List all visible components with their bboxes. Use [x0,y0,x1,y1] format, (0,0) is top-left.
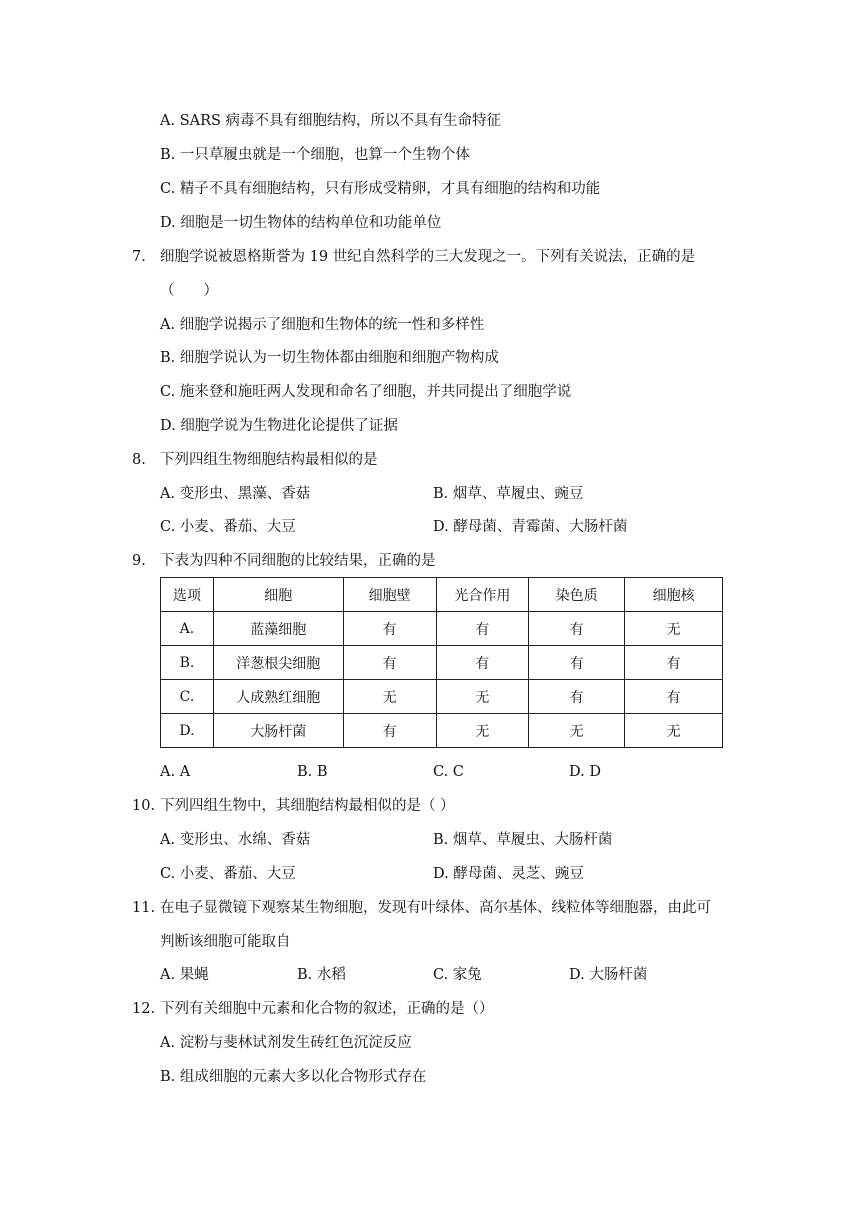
table-cell: 有 [343,714,436,748]
table-cell: B. [161,646,214,680]
q11-stem-line2: 判断该细胞可能取自 [160,934,291,950]
table-cell: 有 [529,612,625,646]
q8-number: 8. [132,452,146,468]
table-cell: 无 [436,714,529,748]
q10-stem: 下列四组生物中，其细胞结构最相似的是（ ） [160,798,455,814]
table-row [161,646,723,680]
table-cell: A. [161,612,214,646]
q11-option-d: D. 大肠杆菌 [569,967,648,983]
table-cell: 有 [625,680,723,714]
table-header-cell: 细胞壁 [343,578,436,612]
q7-stem: 细胞学说被恩格斯誉为 19 世纪自然科学的三大发现之一。下列有关说法，正确的是 [160,249,696,265]
q10-number: 10. [132,798,156,814]
q8-stem: 下列四组生物细胞结构最相似的是 [160,452,378,468]
table-header-cell: 染色质 [529,578,625,612]
table-header-row [161,578,723,612]
q6-option-a: A. SARS 病毒不具有细胞结构，所以不具有生命特征 [160,113,502,129]
table-row [161,612,723,646]
q11-option-c: C. 家兔 [433,967,482,983]
table-cell: 有 [529,646,625,680]
q7-answer-paren: （ ） [160,283,218,299]
table-cell: 有 [529,680,625,714]
q9-option-a: A. A [160,764,191,780]
q11-stem-line1: 在电子显微镜下观察某生物细胞，发现有叶绿体、高尔基体、线粒体等细胞器，由此可 [160,900,711,916]
q7-option-c: C. 施来登和施旺两人发现和命名了细胞，并共同提出了细胞学说 [160,384,572,400]
q7-option-b: B. 细胞学说认为一切生物体都由细胞和细胞产物构成 [160,350,499,366]
q9-number: 9. [132,553,146,569]
q12-stem: 下列有关细胞中元素和化合物的叙述，正确的是（） [160,1001,494,1017]
q10-option-d: D. 酵母菌、灵芝、豌豆 [433,866,584,882]
table-cell: 有 [343,612,436,646]
table-cell: 洋葱根尖细胞 [213,646,343,680]
q12-number: 12. [132,1001,156,1017]
q10-option-a: A. 变形虫、水绵、香菇 [160,832,311,848]
q10-option-c: C. 小麦、番茄、大豆 [160,866,296,882]
table-cell: 无 [436,680,529,714]
table-header-cell: 选项 [161,578,214,612]
table-cell: 人成熟红细胞 [213,680,343,714]
q12-option-a: A. 淀粉与斐林试剂发生砖红色沉淀反应 [160,1035,412,1051]
q6-option-b: B. 一只草履虫就是一个细胞，也算一个生物个体 [160,147,470,163]
q7-number: 7. [132,249,146,265]
table-cell: 无 [625,714,723,748]
table-cell: 有 [436,646,529,680]
table-header-cell: 细胞 [213,578,343,612]
table-header-cell: 细胞核 [625,578,723,612]
cell-comparison-table [160,577,723,748]
q10-option-b: B. 烟草、草履虫、大肠杆菌 [433,832,613,848]
table-cell: 无 [529,714,625,748]
q6-option-c: C. 精子不具有细胞结构，只有形成受精卵，才具有细胞的结构和功能 [160,181,601,197]
q12-option-b: B. 组成细胞的元素大多以化合物形式存在 [160,1069,427,1085]
table-cell: 无 [625,612,723,646]
q11-option-b: B. 水稻 [297,967,346,983]
q7-option-d: D. 细胞学说为生物进化论提供了证据 [160,418,398,434]
table-cell: D. [161,714,214,748]
table-cell: 蓝藻细胞 [213,612,343,646]
q8-option-d: D. 酵母菌、青霉菌、大肠杆菌 [433,519,628,535]
table-cell: 有 [343,646,436,680]
table-cell: 有 [625,646,723,680]
q9-stem: 下表为四种不同细胞的比较结果，正确的是 [160,553,436,569]
q9-option-d: D. D [569,764,601,780]
table-row [161,680,723,714]
q9-option-c: C. C [433,764,464,780]
q9-option-b: B. B [297,764,328,780]
table-cell: 无 [343,680,436,714]
table-cell: 大肠杆菌 [213,714,343,748]
q7-option-a: A. 细胞学说揭示了细胞和生物体的统一性和多样性 [160,317,485,333]
q11-option-a: A. 果蝇 [160,967,209,983]
q8-option-a: A. 变形虫、黑藻、香菇 [160,486,311,502]
table-cell: 有 [436,612,529,646]
q8-option-b: B. 烟草、草履虫、豌豆 [433,486,584,502]
table-row [161,714,723,748]
q8-option-c: C. 小麦、番茄、大豆 [160,519,296,535]
q6-option-d: D. 细胞是一切生物体的结构单位和功能单位 [160,215,442,231]
table-header-cell: 光合作用 [436,578,529,612]
q11-number: 11. [132,900,156,916]
table-cell: C. [161,680,214,714]
